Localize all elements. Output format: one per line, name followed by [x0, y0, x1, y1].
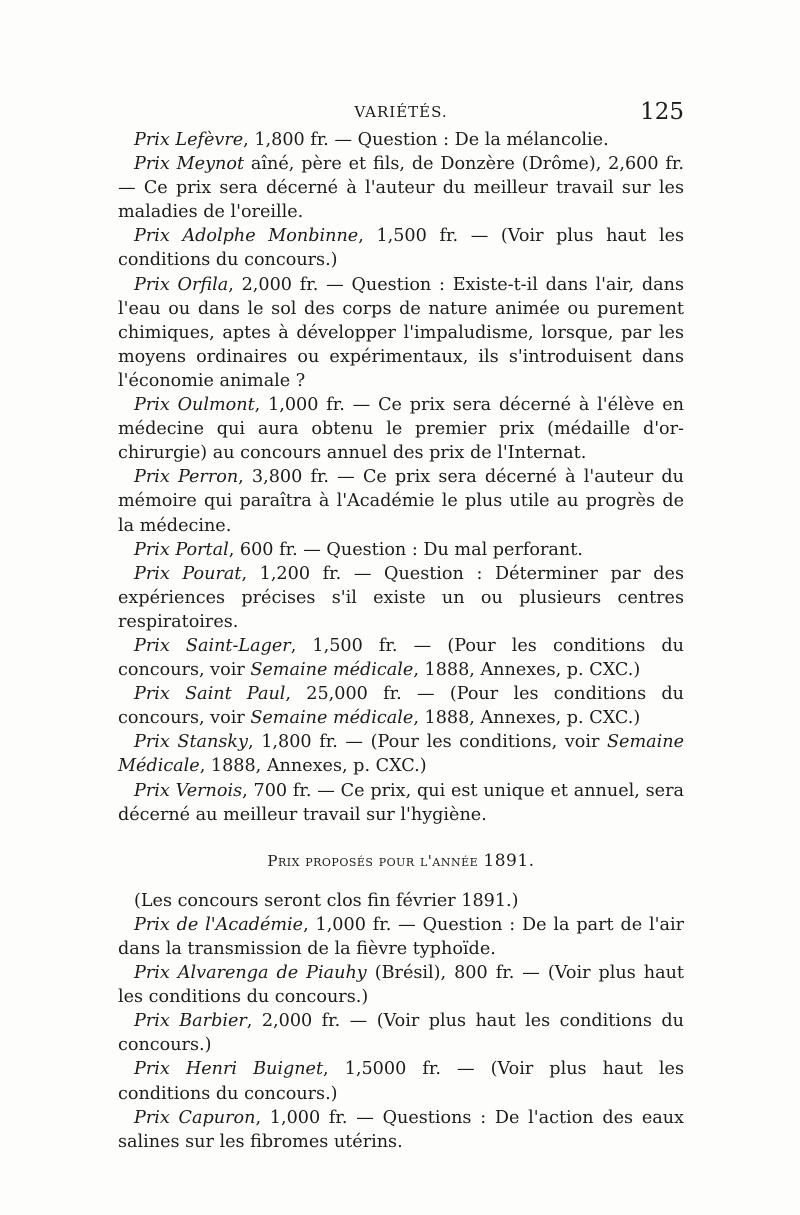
prize-reference: , 1888, Annexes, p. CXC.) [413, 708, 641, 729]
prize-name: Prix Saint-Lager [134, 635, 291, 656]
section-heading [118, 849, 684, 873]
prize-description: aîné, père et fils, de Donzère (Drôme), 2,600 fr. — Ce prix sera décerné à l'auteur du meilleur travail sur les maladies de l'oreille. [118, 154, 684, 223]
prize-name: Prix Capuron [134, 1107, 256, 1128]
prize-entry-pourat [118, 562, 684, 634]
prize-reference: , 1888, Annexes, p. CXC.) [199, 756, 427, 777]
body-text [118, 128, 684, 1154]
prize-entry-orfila [118, 273, 684, 393]
prize-description: , 600 fr. — Question : Du mal perforant. [228, 539, 583, 560]
journal-title: Semaine Médicale [118, 732, 684, 777]
prize-entry-portal [118, 538, 684, 562]
prize-name: Prix Perron [134, 467, 239, 488]
prize-description: , 1,800 fr. — Question : De la mélancolie. [243, 130, 609, 150]
prize-description: , 1,200 fr. — Question : Déterminer par des expériences précises s'il existe un ou plusieurs centres respiratoires. [118, 563, 684, 632]
prize-entry-academie [118, 913, 684, 961]
prize-description: , 1,000 fr. — Questions : De l'action des eaux salines sur les fibromes utérins. [118, 1107, 684, 1152]
prize-entry-vernois [118, 779, 684, 827]
prize-entry-stansky [118, 730, 684, 778]
prize-entry-saint-paul [118, 682, 684, 730]
prize-name: Prix Barbier [134, 1011, 247, 1032]
prize-description: , 1,800 fr. — (Pour les conditions, voir [248, 732, 607, 753]
prize-description: , 3,800 fr. — Ce prix sera décerné à l'auteur du mémoire qui paraîtra à l'Académie le plus utile au progrès de la médecine. [118, 467, 685, 536]
page-number: 125 [640, 99, 684, 125]
prize-name: Prix de l'Académie [134, 914, 304, 935]
journal-title: Semaine médicale [250, 660, 414, 681]
prize-description: , 1,000 fr. — Ce prix sera décerné à l'élève en médecine qui aura obtenu le premier prix (médaille d'or-chirurgie) au concours annuel des prix de l'Internat. [118, 395, 684, 464]
section-heading-year: 1891. [483, 850, 535, 871]
prize-entry-alvarenga [118, 961, 684, 1009]
prize-reference: , 1888, Annexes, p. CXC.) [413, 660, 641, 681]
prize-entry-lefevre [118, 128, 684, 152]
prize-entry-meynot [118, 152, 684, 224]
prize-name: Prix Stansky [134, 732, 248, 753]
prize-description: , 25,000 fr. — (Pour les conditions du concours, voir [118, 684, 684, 729]
prize-description: , 1,000 fr. — Question : De la part de l'air dans la transmission de la fièvre typhoïde. [118, 914, 684, 959]
prize-name: Prix Saint Paul [134, 684, 286, 705]
prize-description: , 1,500 fr. — (Pour les conditions du concours, voir [118, 635, 684, 681]
prize-entry-monbinne [118, 224, 684, 272]
running-title: VARIÉTÉS. [354, 103, 448, 121]
section-note: (Les concours seront clos fin février 1891.) [134, 890, 519, 911]
prize-entry-perron [118, 465, 684, 537]
prize-name: Prix Alvarenga de Piauhy [134, 963, 367, 984]
journal-title: Semaine médicale [250, 708, 414, 729]
prize-name: Prix Adolphe Monbinne [134, 226, 359, 247]
prize-description: , 2,000 fr. — Question : Existe-t-il dans l'air, dans l'eau ou dans le sol des corps de nature animée ou purement chimiques, aptes à développer l'impaludisme, lorsque, par les moyens ordinaires ou expérimentaux, ils s'introduisent dans l'économie animale ? [118, 274, 684, 391]
prize-entry-barbier [118, 1009, 684, 1057]
prize-name: Prix Henri Buignet [134, 1059, 324, 1080]
prize-name: Prix Pourat [134, 563, 242, 584]
prize-name: Prix Oulmont [134, 395, 255, 416]
prize-name: Prix Lefèvre [134, 130, 244, 150]
section-heading-text: Prix proposés pour l'année [267, 851, 479, 870]
prize-description: , 2,000 fr. — (Voir plus haut les conditions du concours.) [118, 1011, 685, 1056]
prize-name: Prix Vernois [134, 780, 243, 801]
prize-entry-saint-lager [118, 634, 684, 682]
prize-entry-capuron [118, 1106, 684, 1154]
prize-entry-buignet [118, 1057, 684, 1105]
prize-description: , 700 fr. — Ce prix, qui est unique et annuel, sera décerné au meilleur travail sur l'hygiène. [118, 780, 684, 825]
prize-description: (Brésil), 800 fr. — (Voir plus haut les conditions du concours.) [118, 963, 684, 1008]
prize-name: Prix Orfila [134, 274, 229, 295]
page-header [118, 99, 684, 129]
prize-name: Prix Portal [134, 539, 229, 560]
prize-description: , 1,500 fr. — (Voir plus haut les conditions du concours.) [118, 226, 685, 271]
prize-description: , 1,5000 fr. — (Voir plus haut les conditions du concours.) [118, 1059, 684, 1104]
prize-name: Prix Meynot [134, 154, 245, 175]
prize-entry-oulmont [118, 393, 684, 465]
